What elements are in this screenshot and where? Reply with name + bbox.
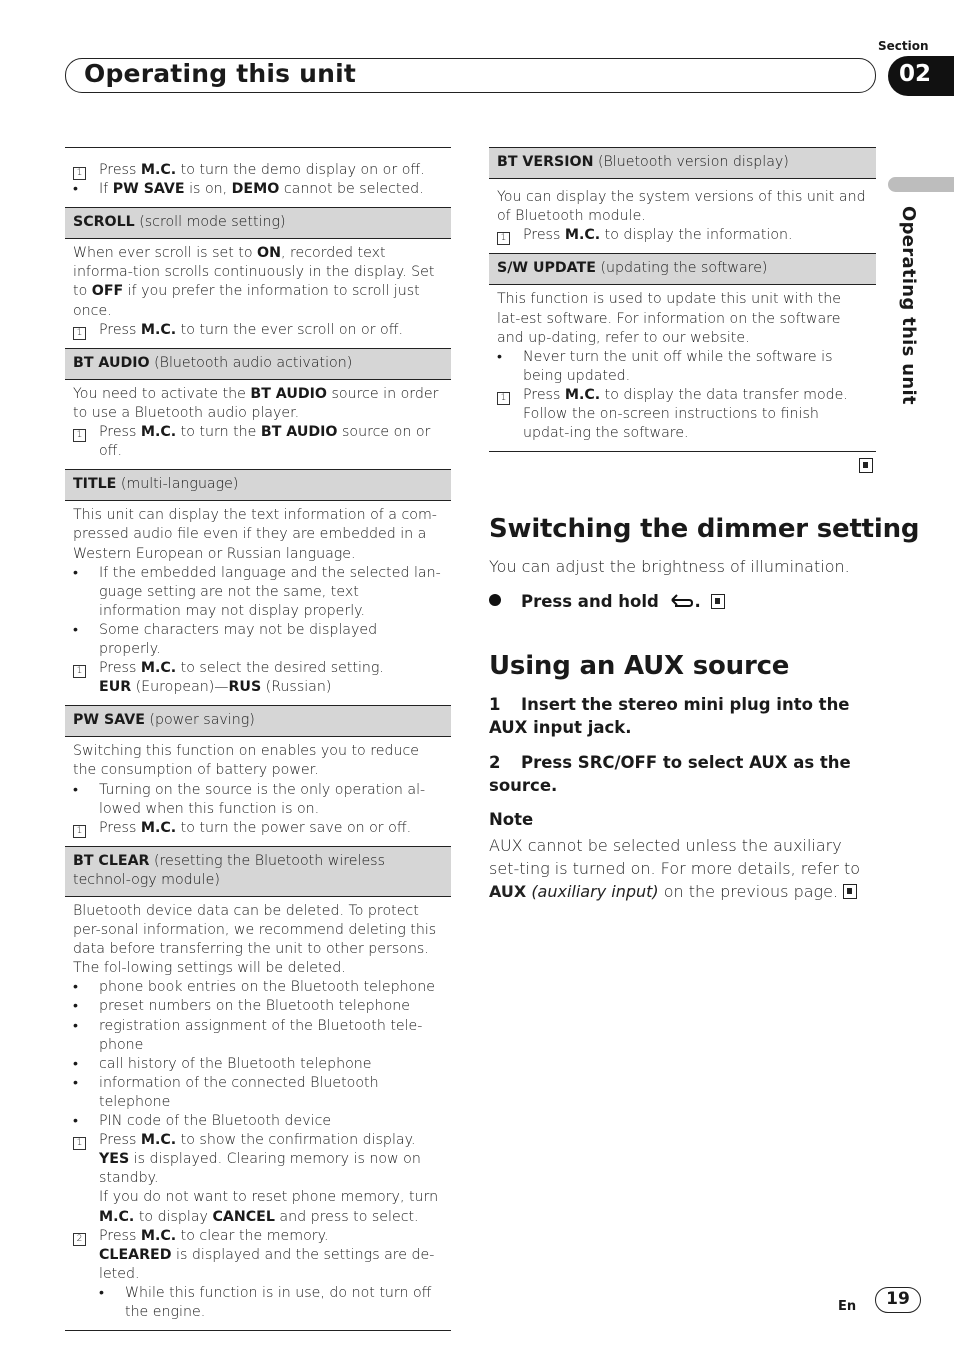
- sw-update-block: [489, 285, 876, 451]
- end-mark-icon: [859, 458, 873, 473]
- step-number-icon: 1: [73, 1137, 86, 1150]
- bullet-icon: •: [73, 1113, 78, 1130]
- bt-version-step: 1 Press M.C. to display the information.: [497, 226, 868, 245]
- bt-clear-step-2: 2 Press M.C. to clear the memory. CLEARED is displayed and the settings are de-leted. • While this function is in use, do not turn off the engine.: [73, 1227, 443, 1322]
- bt-version-description: You can display the system versions of this unit and of Bluetooth module.: [497, 189, 866, 225]
- engine-warning: • While this function is in use, do not turn off the engine.: [99, 1284, 443, 1322]
- sw-update-step: 1 Press M.C. to display the data transfer mode. Follow the on-screen instructions to finish updat-ing the software.: [497, 386, 868, 443]
- note-text: AUX cannot be selected unless the auxiliary set-ting is turned on. For more details, refer to AUX (auxiliary input) on the previous page.: [489, 836, 861, 901]
- bullet-icon: •: [73, 781, 78, 798]
- page-title: Operating this unit: [84, 59, 357, 88]
- demo-block: [65, 148, 451, 207]
- pw-save-step: 1 Press M.C. to turn the power save on or off.: [73, 819, 443, 838]
- scroll-header: SCROLL (scroll mode setting): [65, 207, 451, 239]
- bt-audio-step: 1 Press M.C. to turn the BT AUDIO source on or off.: [73, 423, 443, 461]
- scroll-description: When ever scroll is set to ON, recorded text informa-tion scrolls continuously in the display. Set to OFF if you prefer the information to scroll just once.: [73, 245, 435, 319]
- page-number: 19: [875, 1287, 921, 1313]
- bullet-icon: •: [73, 564, 78, 581]
- bt-audio-block: [65, 380, 451, 469]
- bullet-icon: •: [73, 1017, 78, 1034]
- step-number-icon: 2: [73, 1233, 86, 1246]
- bullet-icon: •: [73, 181, 78, 198]
- pw-save-block: [65, 737, 451, 845]
- bt-version-block: [489, 179, 876, 253]
- bt-clear-description: Bluetooth device data can be deleted. To protect per-sonal information, we recommend deleting this data before transferring the unit to other persons. The fol-lowing settings will be deleted.: [73, 903, 437, 977]
- bt-audio-description: You need to activate the BT AUDIO source in order to use a Bluetooth audio player.: [73, 385, 439, 421]
- title-bullet: • Some characters may not be displayed properly.: [73, 621, 443, 659]
- side-tab-bar: [888, 177, 954, 192]
- bt-clear-step-1: 1 Press M.C. to show the confirmation display. YES is displayed. Clearing memory is now on standby. If you do not want to reset phone memory, turn M.C. to display CANCEL and press to select.: [73, 1131, 443, 1226]
- title-block: [65, 501, 451, 705]
- aux-heading: Using an AUX source: [489, 651, 790, 681]
- section-badge: 02: [888, 56, 954, 96]
- right-column: [489, 147, 876, 452]
- bullet-dot-icon: [489, 594, 501, 606]
- aux-step-1: 1 Insert the stereo mini plug into the AUX input jack.: [489, 695, 850, 737]
- yes-line: YES is displayed. Clearing memory is now on standby.: [99, 1151, 421, 1187]
- list-item: • PIN code of the Bluetooth device: [73, 1112, 443, 1131]
- bt-version-header: BT VERSION (Bluetooth version display): [489, 148, 876, 179]
- dimmer-description: You can adjust the brightness of illumination.: [489, 557, 850, 576]
- left-column: [65, 147, 451, 1331]
- cancel-line: If you do not want to reset phone memory, turn M.C. to display CANCEL and press to select.: [99, 1189, 439, 1225]
- step-number-icon: 1: [497, 392, 510, 405]
- language-options: EUR (European)—RUS (Russian): [99, 679, 332, 696]
- list-item: • preset numbers on the Bluetooth telephone: [73, 997, 443, 1016]
- footer-language: En: [838, 1299, 857, 1314]
- end-mark-icon: [711, 594, 725, 609]
- bullet-icon: •: [73, 979, 78, 996]
- demo-note: • If PW SAVE is on, DEMO cannot be selected.: [73, 180, 443, 199]
- step-number-icon: 1: [73, 167, 86, 180]
- sw-update-bullet: • Never turn the unit off while the software is being updated.: [497, 348, 868, 386]
- step-number-icon: 1: [73, 825, 86, 838]
- scroll-step: 1 Press M.C. to turn the ever scroll on or off.: [73, 321, 443, 340]
- note-title: Note: [489, 810, 534, 829]
- title-header: TITLE (multi-language): [65, 469, 451, 501]
- section-label: Section: [878, 39, 929, 53]
- list-item: • phone book entries on the Bluetooth telephone: [73, 978, 443, 997]
- side-section-label: Operating this unit: [898, 206, 919, 405]
- bt-clear-header: BT CLEAR (resetting the Bluetooth wireless technol-ogy module): [65, 846, 451, 897]
- title-bullet: • If the embedded language and the selected lan-guage setting are not the same, text information may not display properly.: [73, 564, 443, 621]
- sw-update-description: This function is used to update this unit with the lat-est software. For information on the software and up-dating, refer to our website.: [497, 291, 841, 346]
- pw-save-description: Switching this function on enables you to reduce the consumption of battery power.: [73, 743, 420, 779]
- list-item: • call history of the Bluetooth telephone: [73, 1055, 443, 1074]
- bullet-icon: •: [73, 1055, 78, 1072]
- title-description: This unit can display the text information of a com-pressed audio file even if they are embedded in a Western European or Russian language.: [73, 507, 437, 562]
- pw-save-bullet: • Turning on the source is the only operation al-lowed when this function is on.: [73, 781, 443, 819]
- step-number-icon: 1: [73, 327, 86, 340]
- list-item: • information of the connected Bluetooth telephone: [73, 1074, 443, 1112]
- bullet-icon: •: [99, 1284, 104, 1301]
- step-number-icon: 1: [73, 665, 86, 678]
- dimmer-step: Press and hold .: [489, 590, 725, 613]
- return-arrow-icon: [669, 591, 695, 609]
- step-number-icon: 1: [497, 232, 510, 245]
- sw-update-header: S/W UPDATE (updating the software): [489, 253, 876, 285]
- bullet-icon: •: [73, 998, 78, 1015]
- end-mark-icon: [843, 884, 857, 899]
- title-step: 1 Press M.C. to select the desired setting. EUR (European)—RUS (Russian): [73, 659, 443, 697]
- bt-clear-block: [65, 897, 451, 1330]
- bt-audio-header: BT AUDIO (Bluetooth audio activation): [65, 348, 451, 380]
- bullet-icon: •: [73, 1074, 78, 1091]
- list-item: • registration assignment of the Bluetooth tele-phone: [73, 1017, 443, 1055]
- aux-step-2: 2 Press SRC/OFF to select AUX as the source.: [489, 753, 851, 795]
- cleared-line: CLEARED is displayed and the settings are de-leted.: [99, 1246, 435, 1282]
- pw-save-header: PW SAVE (power saving): [65, 705, 451, 737]
- scroll-block: [65, 239, 451, 347]
- bullet-icon: •: [73, 621, 78, 638]
- bullet-icon: •: [497, 348, 502, 365]
- step-number-icon: 1: [73, 429, 86, 442]
- dimmer-heading: Switching the dimmer setting: [489, 514, 920, 544]
- demo-step: 1 Press M.C. to turn the demo display on or off.: [73, 161, 443, 180]
